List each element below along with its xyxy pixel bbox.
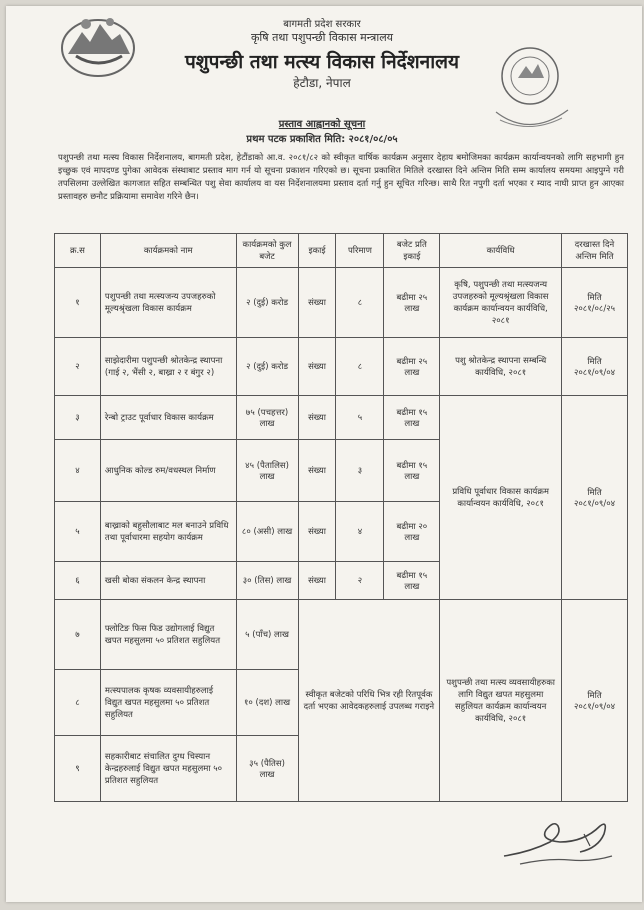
cell-sn: २ (55, 338, 101, 396)
program-table (54, 233, 628, 802)
col-header-deadline: दरखास्त दिने अन्तिम मिति (562, 234, 628, 268)
cell-name: मत्स्यपालक कृषक व्यवसायीहरुलाई विद्युत खपत महसुलमा ५० प्रतिशत सहुलियत (100, 670, 236, 736)
cell-sn: ४ (55, 440, 101, 502)
cell-sn: ६ (55, 562, 101, 600)
col-header-qty: परिमाण (336, 234, 384, 268)
cell-name: पशुपन्छी तथा मत्स्यजन्य उपजहरुको मूल्यश्रृंखला विकास कार्यक्रम (100, 268, 236, 338)
cell-method: पशुपन्छी तथा मत्स्य व्यवसायीहरुका लागि विद्युत खपत महसुलमा सहुलियत कार्यक्रम कार्यान्वयन कार्यविधि, २०८१ (440, 600, 562, 802)
cell-qty: ५ (336, 396, 384, 440)
cell-name: साझेदारीमा पशुपन्छी श्रोतकेन्द्र स्थापना (गाई २, भैंसी २, बाख्रा २ र बंगुर २) (100, 338, 236, 396)
cell-sn: ९ (55, 736, 101, 802)
cell-name: बाख्राको बहुसौलाबाट मल बनाउने प्रविधि तथा पूर्वाधारमा सहयोग कार्यक्रम (100, 502, 236, 562)
table-row (55, 396, 628, 440)
cell-budget: ४५ (पैतालिस) लाख (236, 440, 298, 502)
cell-budget: २ (दुई) करोड (236, 268, 298, 338)
cell-qty: ३ (336, 440, 384, 502)
cell-sn: ७ (55, 600, 101, 670)
table-row (55, 268, 628, 338)
table-row (55, 338, 628, 396)
cell-per-unit: बढीमा २५ लाख (384, 268, 440, 338)
cell-deadline: मिति २०८१/०९/०४ (562, 600, 628, 802)
cell-sn: ५ (55, 502, 101, 562)
cell-per-unit: बढीमा १५ लाख (384, 562, 440, 600)
cell-unit: संख्या (298, 268, 336, 338)
cell-per-unit: बढीमा २५ लाख (384, 338, 440, 396)
cell-deadline: मिति २०८१/०८/२५ (562, 268, 628, 338)
cell-budget: ७५ (पचहत्तर) लाख (236, 396, 298, 440)
cell-unit: संख्या (298, 396, 336, 440)
cell-budget: ५ (पाँच) लाख (236, 600, 298, 670)
cell-name: खसी बोका संकलन केन्द्र स्थापना (100, 562, 236, 600)
cell-budget: ३० (तिस) लाख (236, 562, 298, 600)
cell-unit: संख्या (298, 338, 336, 396)
cell-budget: १० (दश) लाख (236, 670, 298, 736)
cell-qty: ८ (336, 338, 384, 396)
cell-qty: ८ (336, 268, 384, 338)
notice-title: प्रस्ताव आह्वानको सूचना (278, 119, 366, 130)
cell-unit: संख्या (298, 502, 336, 562)
cell-method: पशु श्रोतकेन्द्र स्थापना सम्बन्धि कार्यविधि, २०८१ (440, 338, 562, 396)
cell-qty: ४ (336, 502, 384, 562)
cell-deadline: मिति २०८१/०९/०४ (562, 396, 628, 600)
cell-sn: ३ (55, 396, 101, 440)
cell-unit: संख्या (298, 440, 336, 502)
table-header-row (55, 234, 628, 268)
header-title: पशुपन्छी तथा मत्स्य विकास निर्देशनालय (184, 51, 460, 73)
cell-budget: ८० (असी) लाख (236, 502, 298, 562)
cell-qty: २ (336, 562, 384, 600)
col-header-unit: इकाई (298, 234, 336, 268)
intro-paragraph: पशुपन्छी तथा मत्स्य विकास निर्देशनालय, बागमती प्रदेश, हेटौंडाको आ.व. २०८१/८२ को स्वीकृत वार्षिक कार्यक्रम अनुसार देहाय बमोजिमका कार्यक्रम कार्यान्वयनको लागि सहभागी हुन इच्छुक एवं मापदण्ड पुगेका आवेदक संस्थाबाट प्रस्ताव माग गर्न यो सूचना प्रकाशन गरिएको छ। सूचना प्रकाशित मितिले दरखास्त दिने अन्तिम मिति सम्म कार्यालय समयमा आइपुग्ने गरी तपसिलमा उल्लेखित कागजात सहित सम्बन्धित पशु सेवा कार्यालय वा यस निर्देशनालयमा प्रस्ताव दर्ता गर्नु हुन सूचित गरिन्छ। साथै रित नपुगी दर्ता भएका र म्याद नाघी प्राप्त हुन आएका प्रस्तावहरु छनौट प्रक्रियामा समावेश गरिने छैन। (58, 153, 624, 202)
cell-per-unit: बढीमा १५ लाख (384, 440, 440, 502)
cell-method: प्रविधि पूर्वाधार विकास कार्यक्रम कार्यान्वयन कार्यविधि, २०८१ (440, 396, 562, 600)
cell-name: रेन्बो ट्राउट पूर्वाधार विकास कार्यक्रम (100, 396, 236, 440)
cell-deadline: मिति २०८१/०९/०४ (562, 338, 628, 396)
header-ministry: कृषि तथा पशुपन्छी विकास मन्त्रालय (250, 31, 394, 44)
cell-budget: ३५ (पैतिस) लाख (236, 736, 298, 802)
header-place: हेटौडा, नेपाल (293, 76, 351, 90)
cell-unit: संख्या (298, 562, 336, 600)
cell-name: आधुनिक कोल्ड रुम/वधस्थल निर्माण (100, 440, 236, 502)
col-header-name: कार्यक्रमको नाम (100, 234, 236, 268)
col-header-budget: कार्यक्रमको कुल बजेट (236, 234, 298, 268)
signature (500, 812, 620, 874)
cell-method: कृषि, पशुपन्छी तथा मत्स्यजन्य उपजहरुको मूल्यश्रृंखला विकास कार्यक्रम कार्यान्वयन कार्यविधि, २०८१ (440, 268, 562, 338)
cell-per-unit: बढीमा १५ लाख (384, 396, 440, 440)
publish-date: प्रथम पटक प्रकाशित मिति: २०८१/०८/०५ (246, 134, 398, 145)
table-row (55, 600, 628, 670)
cell-name: सहकारीबाट संचालित दुग्ध चिस्यान केन्द्रहरुलाई विद्युत खपत महसुलमा ५० प्रतिशत सहुलियत (100, 736, 236, 802)
cell-name: फ्लोटिङ फिस फिड उद्योगलाई विद्युत खपत महसुलमा ५० प्रतिशत सहुलियत (100, 600, 236, 670)
cell-per-unit: बढीमा २० लाख (384, 502, 440, 562)
col-header-sn: क्र.स (55, 234, 101, 268)
header-province: बागमती प्रदेश सरकार (283, 19, 361, 30)
col-header-method: कार्यविधि (440, 234, 562, 268)
cell-budget: २ (दुई) करोड (236, 338, 298, 396)
cell-merged-note: स्वीकृत बजेटको परिधि भित्र रही रितपूर्वक दर्ता भएका आवेदकहरुलाई उपलब्ध गराइने (298, 600, 440, 802)
cell-sn: १ (55, 268, 101, 338)
cell-sn: ८ (55, 670, 101, 736)
col-header-per-unit: बजेट प्रति इकाई (384, 234, 440, 268)
